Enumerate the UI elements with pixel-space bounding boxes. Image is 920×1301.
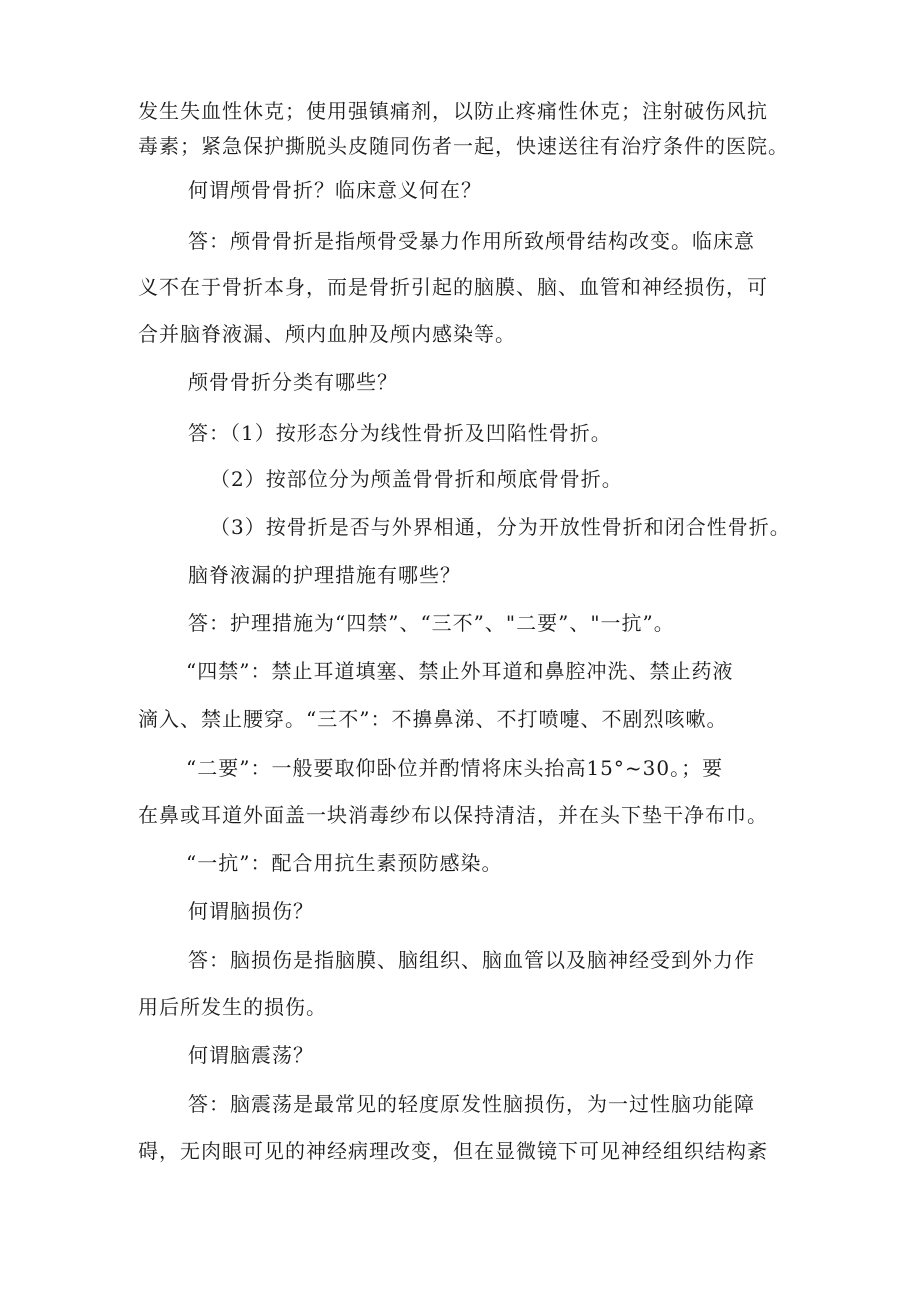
- text-line: 在鼻或耳道外面盖一块消毒纱布以保持清洁，并在头下垫干净布巾。: [138, 803, 768, 827]
- list-item: （3）按骨折是否与外界相通，分为开放性骨折和闭合性骨折。: [210, 515, 791, 539]
- text-line: 用后所发生的损伤。: [138, 995, 327, 1019]
- answer-line: 答：（1）按形态分为线性骨折及凹陷性骨折。: [188, 421, 612, 445]
- text-line: 滴入、禁止腰穿。“三不”：不擤鼻涕、不打喷嚏、不剧烈咳嗽。: [138, 707, 728, 731]
- question-heading: 何谓颅骨骨折？临床意义何在？: [188, 178, 482, 202]
- answer-line: 答：脑损伤是指脑膜、脑组织、脑血管以及脑神经受到外力作: [188, 948, 755, 972]
- text-line: 发生失血性休克；使用强镇痛剂，以防止疼痛性休克；注射破伤风抗: [138, 99, 768, 123]
- question-heading: 何谓脑损伤？: [188, 899, 314, 923]
- answer-line: 答：颅骨骨折是指颅骨受暴力作用所致颅骨结构改变。临床意: [188, 229, 755, 253]
- answer-line: 答：护理措施为“四禁”、“三不”、"二要”、"一抗”。: [188, 611, 675, 635]
- text-line: 义不在于骨折本身，而是骨折引起的脑膜、脑、血管和神经损伤，可: [138, 275, 768, 299]
- text-line: “一抗”：配合用抗生素预防感染。: [186, 851, 503, 875]
- text-line: “四禁”：禁止耳道填塞、禁止外耳道和鼻腔冲洗、禁止药液: [186, 659, 734, 683]
- text-line: 合并脑脊液漏、颅内血肿及颅内感染等。: [138, 322, 516, 346]
- question-heading: 脑脊液漏的护理措施有哪些？: [188, 563, 461, 587]
- text-line: “二要”：一般要取仰卧位并酌情将床头抬高15°~30。；要: [186, 756, 724, 780]
- list-item: （2）按部位分为颅盖骨骨折和颅底骨骨折。: [210, 467, 623, 491]
- text-line: 毒素；紧急保护撕脱头皮随同伤者一起，快速送往有治疗条件的医院。: [138, 134, 789, 158]
- text-line: 碍，无肉眼可见的神经病理改变，但在显微镜下可见神经组织结构紊: [138, 1139, 768, 1163]
- question-heading: 何谓脑震荡？: [188, 1043, 314, 1067]
- question-heading: 颅骨骨折分类有哪些？: [188, 370, 398, 394]
- answer-line: 答：脑震荡是最常见的轻度原发性脑损伤，为一过性脑功能障: [188, 1092, 755, 1116]
